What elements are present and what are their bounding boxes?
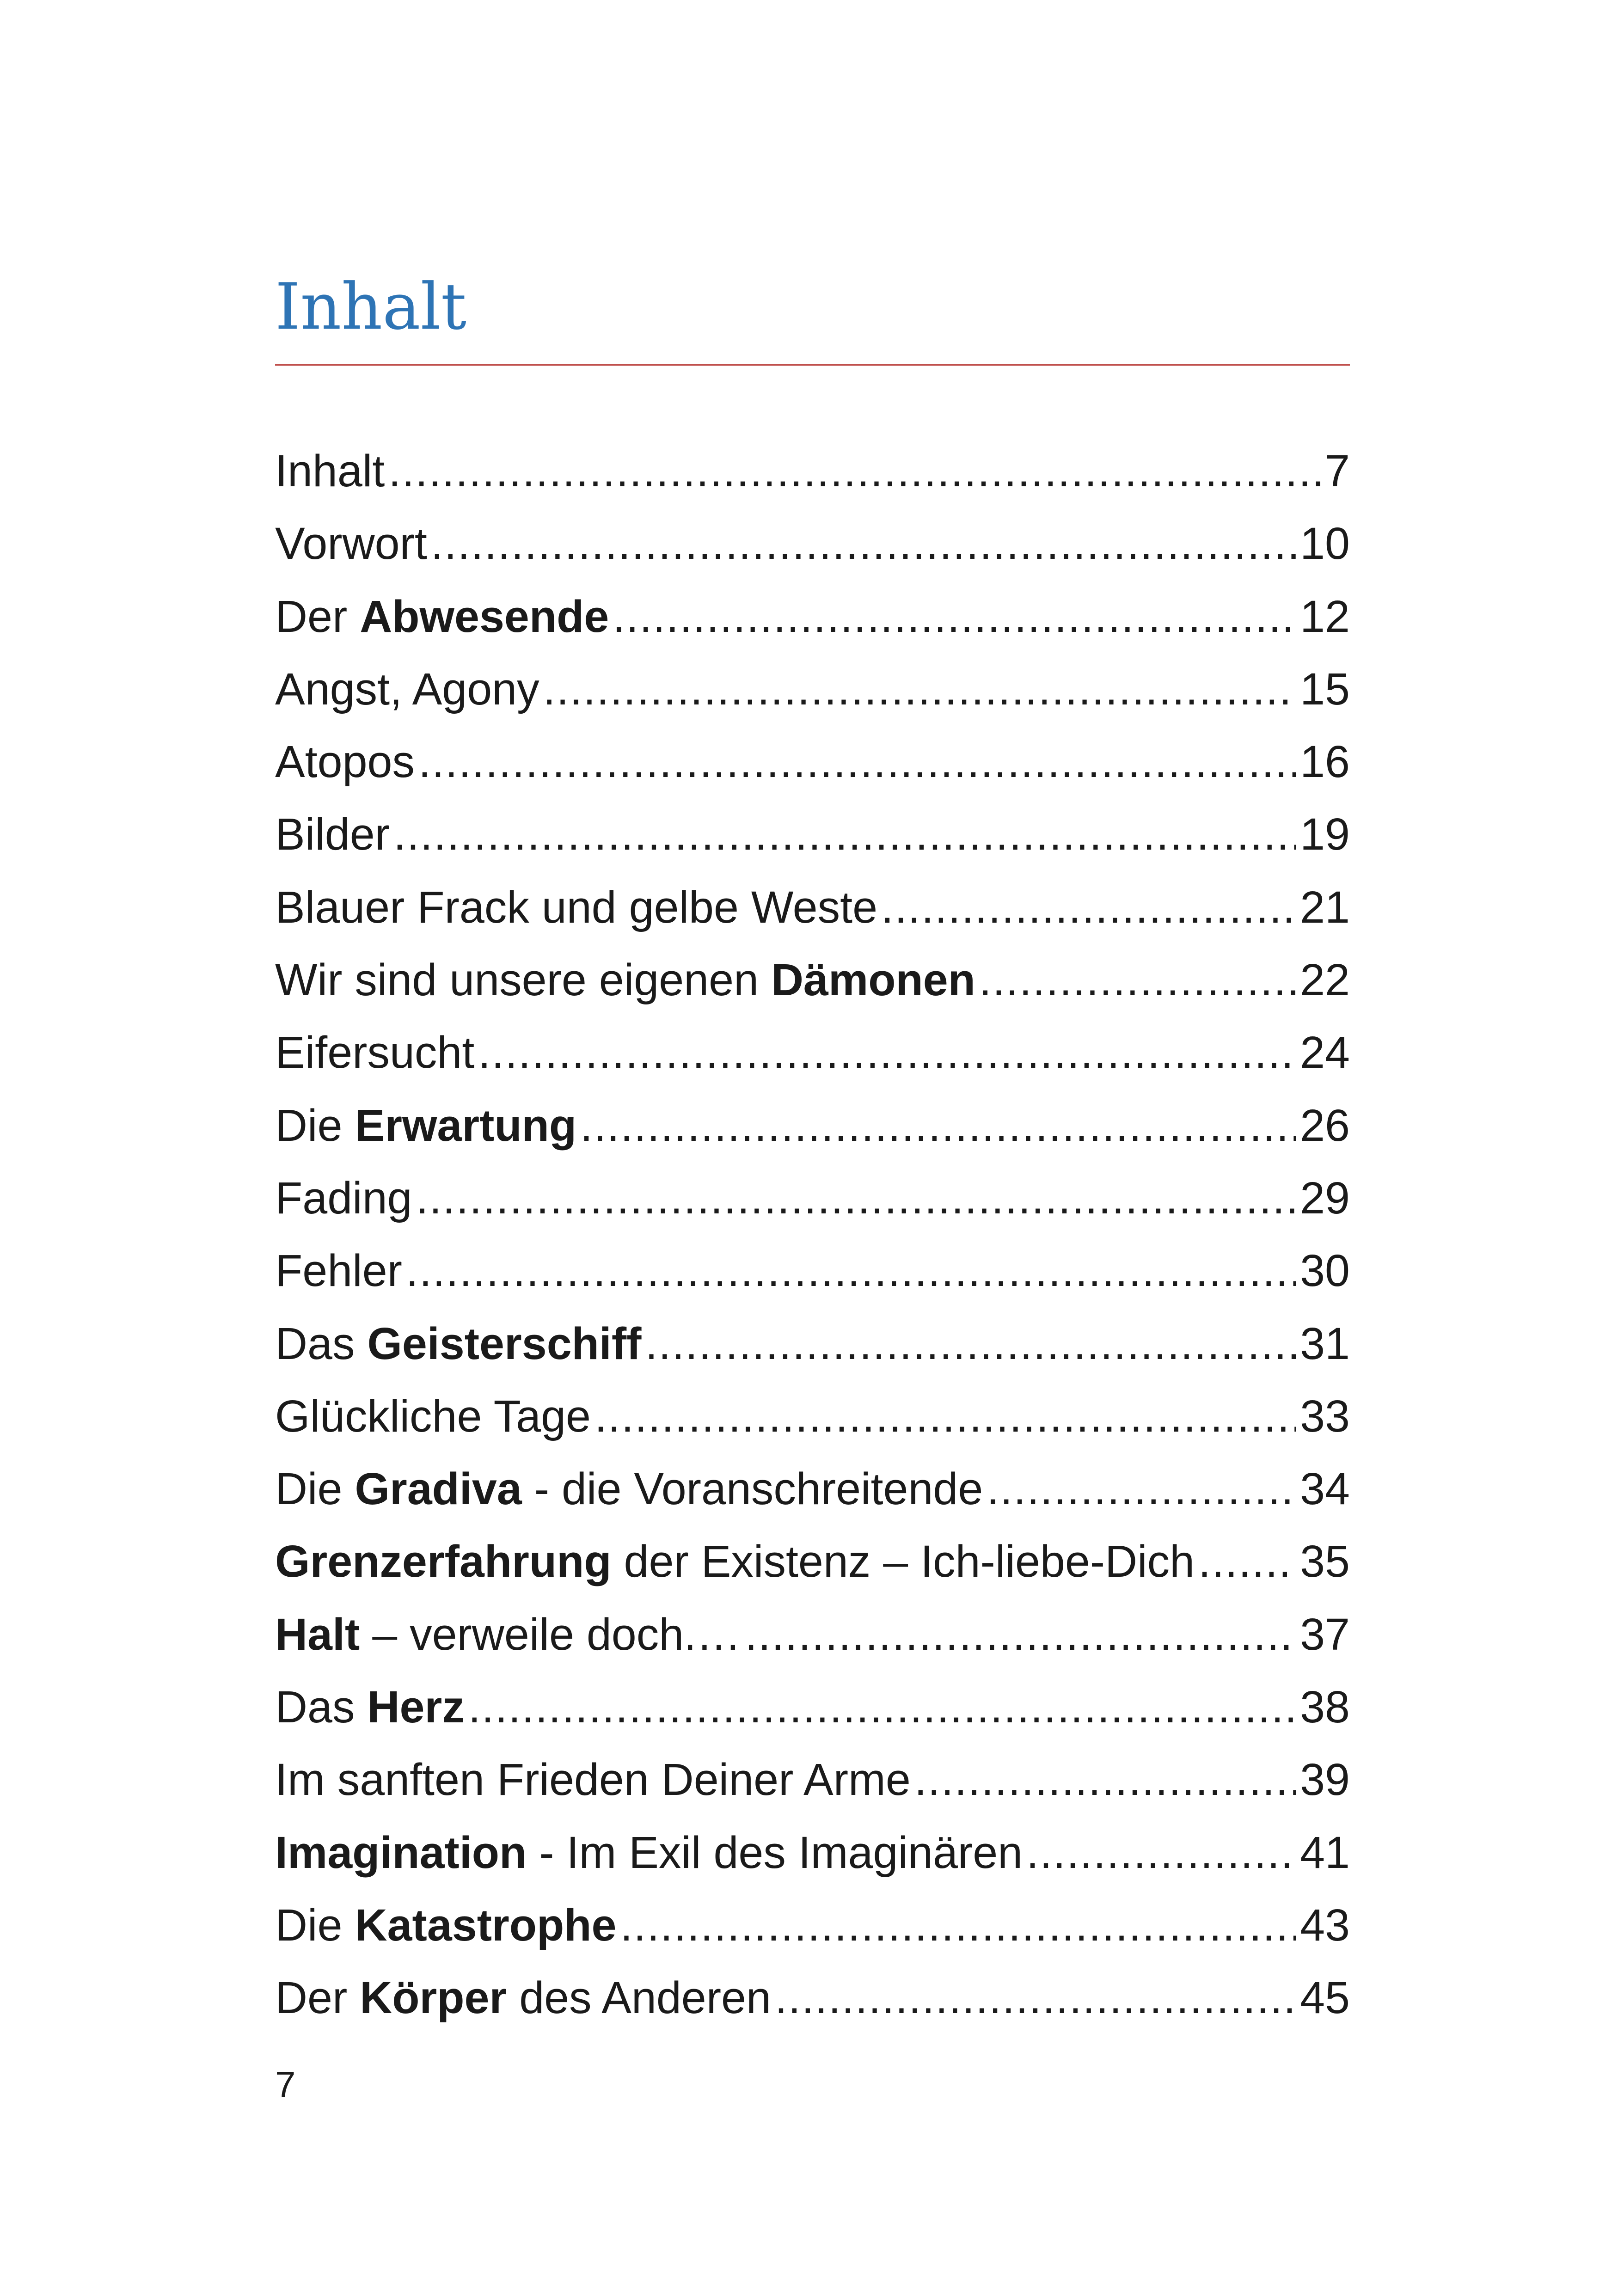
toc-page-number: 26: [1300, 1100, 1350, 1151]
toc-title-bold-segment: Grenzerfahrung: [275, 1536, 612, 1587]
toc-dot-leader: [775, 1961, 1296, 2034]
toc-entry[interactable]: [275, 725, 1350, 798]
toc-title-segment: Im sanften Frieden Deiner Arme: [275, 1754, 911, 1805]
toc-entry-title: [275, 871, 877, 943]
toc-dot-leader: [416, 1162, 1297, 1234]
toc-entry-title: [275, 1307, 641, 1380]
toc-page-number: 43: [1300, 1899, 1350, 1950]
page-title: Inhalt: [275, 269, 467, 344]
toc-title-segment: Eifersucht: [275, 1027, 475, 1078]
toc-entry[interactable]: [275, 1452, 1350, 1525]
toc-entry[interactable]: [275, 1380, 1350, 1452]
toc-dot-leader: [1026, 1816, 1296, 1889]
toc-title-segment: Die: [275, 1899, 355, 1950]
toc-entry-title: [275, 1961, 771, 2034]
toc-title-bold-segment: Halt: [275, 1609, 360, 1659]
toc-entry[interactable]: [275, 1016, 1350, 1089]
toc-page-number: 29: [1300, 1172, 1350, 1223]
toc-dot-leader: [406, 1234, 1296, 1307]
toc-page-number: 16: [1300, 736, 1350, 787]
toc-page-number: 12: [1300, 591, 1350, 642]
toc-dot-leader: [613, 580, 1296, 653]
toc-title-segment: Fehler: [275, 1245, 402, 1296]
toc-entry[interactable]: [275, 653, 1350, 725]
toc-entry[interactable]: [275, 1089, 1350, 1162]
toc-entry[interactable]: [275, 1307, 1350, 1380]
toc-entry-title: [275, 1016, 474, 1089]
toc-entry-title: [275, 1380, 591, 1452]
toc-title-bold-segment: Erwartung: [355, 1100, 577, 1151]
toc-dot-leader: [914, 1743, 1296, 1816]
toc-page-number: 7: [1325, 446, 1350, 496]
toc-page-number: 24: [1300, 1027, 1350, 1078]
toc-entry-title: [275, 1671, 465, 1743]
toc-title-segment: Angst, Agony: [275, 663, 539, 714]
toc-title-segment: – verweile doch.…: [360, 1609, 742, 1659]
toc-entry-title: [275, 1743, 911, 1816]
toc-title-segment: - die Voranschreitende: [521, 1463, 983, 1514]
toc-entry-title: [275, 435, 385, 507]
toc-entry-title: [275, 1525, 1195, 1598]
toc-dot-leader: [431, 507, 1296, 580]
toc-page-number: 15: [1300, 663, 1350, 714]
toc-entry-title: [275, 580, 609, 653]
toc-title-bold-segment: Körper: [360, 1972, 507, 2023]
toc-dot-leader: [645, 1307, 1296, 1380]
toc-page-number: 19: [1300, 809, 1350, 860]
toc-dot-leader: [881, 871, 1296, 943]
toc-entry[interactable]: [275, 1743, 1350, 1816]
toc-title-bold-segment: Katastrophe: [355, 1899, 617, 1950]
toc-entry[interactable]: [275, 1889, 1350, 1961]
toc-entry-title: [275, 1598, 741, 1671]
toc-title-bold-segment: Abwesende: [360, 591, 609, 642]
toc-title-bold-segment: Imagination: [275, 1827, 527, 1878]
toc-page-number: 41: [1300, 1827, 1350, 1878]
toc-dot-leader: [543, 653, 1296, 725]
toc-page-number: 21: [1300, 882, 1350, 932]
toc-title-segment: Blauer Frack und gelbe Weste: [275, 882, 878, 932]
toc-entry[interactable]: [275, 1598, 1350, 1671]
toc-entry-title: [275, 1816, 1023, 1889]
toc-entry-title: [275, 1234, 402, 1307]
toc-dot-leader: [393, 798, 1296, 870]
toc-dot-leader: [745, 1598, 1296, 1671]
toc-title-segment: Bilder: [275, 809, 390, 860]
toc-page-number: 30: [1300, 1245, 1350, 1296]
toc-title-segment: Das: [275, 1682, 368, 1733]
toc-dot-leader: [478, 1016, 1296, 1089]
toc-dot-leader: [594, 1380, 1296, 1452]
toc-entry[interactable]: [275, 871, 1350, 943]
toc-title-segment: Die: [275, 1100, 355, 1151]
table-of-contents: [275, 435, 1350, 2034]
toc-dot-leader: [418, 725, 1296, 798]
toc-title-segment: des Anderen: [507, 1972, 771, 2023]
toc-dot-leader: [388, 435, 1321, 507]
toc-entry[interactable]: [275, 1234, 1350, 1307]
toc-entry[interactable]: [275, 435, 1350, 507]
toc-entry-title: [275, 1889, 616, 1961]
toc-entry-title: [275, 507, 427, 580]
toc-entry-title: [275, 943, 975, 1016]
toc-page-number: 22: [1300, 955, 1350, 1005]
toc-title-segment: Wir sind unsere eigenen: [275, 955, 771, 1005]
toc-dot-leader: [979, 943, 1296, 1016]
toc-entry[interactable]: [275, 1525, 1350, 1598]
toc-entry-title: [275, 653, 539, 725]
toc-title-segment: Glückliche Tage: [275, 1390, 591, 1441]
toc-entry-title: [275, 798, 390, 870]
toc-dot-leader: [1198, 1525, 1296, 1598]
toc-page-number: 33: [1300, 1390, 1350, 1441]
toc-title-bold-segment: Geisterschiff: [367, 1318, 642, 1369]
toc-title-segment: der Existenz – Ich-liebe-Dich: [611, 1536, 1195, 1587]
toc-entry[interactable]: [275, 943, 1350, 1016]
toc-entry[interactable]: [275, 507, 1350, 580]
toc-entry-title: [275, 725, 415, 798]
toc-title-segment: Der: [275, 1972, 360, 2023]
toc-title-bold-segment: Herz: [367, 1682, 465, 1733]
toc-page-number: 45: [1300, 1972, 1350, 2023]
toc-entry[interactable]: [275, 1961, 1350, 2034]
toc-dot-leader: [468, 1671, 1296, 1743]
toc-entry[interactable]: [275, 1671, 1350, 1743]
toc-title-segment: Die: [275, 1463, 355, 1514]
toc-page-number: 39: [1300, 1754, 1350, 1805]
toc-entry[interactable]: [275, 580, 1350, 653]
toc-title-segment: - Im Exil des Imaginären: [527, 1827, 1023, 1878]
toc-dot-leader: [620, 1889, 1296, 1961]
toc-page-number: 37: [1300, 1609, 1350, 1659]
toc-title-segment: Atopos: [275, 736, 415, 787]
toc-title-bold-segment: Dämonen: [771, 955, 975, 1005]
heading-underline-rule: [275, 364, 1350, 366]
toc-page-number: 35: [1300, 1536, 1350, 1587]
toc-dot-leader: [987, 1452, 1296, 1525]
toc-entry[interactable]: [275, 1162, 1350, 1234]
toc-title-segment: Inhalt: [275, 446, 385, 496]
toc-title-bold-segment: Gradiva: [355, 1463, 522, 1514]
toc-entry[interactable]: [275, 1816, 1350, 1889]
toc-page-number: 38: [1300, 1682, 1350, 1733]
toc-dot-leader: [580, 1089, 1296, 1162]
toc-entry-title: [275, 1452, 983, 1525]
toc-title-segment: Der: [275, 591, 360, 642]
toc-title-segment: Fading: [275, 1172, 412, 1223]
page-number: 7: [275, 2064, 296, 2105]
toc-page-number: 31: [1300, 1318, 1350, 1369]
toc-page-number: 34: [1300, 1463, 1350, 1514]
toc-entry-title: [275, 1089, 576, 1162]
toc-title-segment: Das: [275, 1318, 368, 1369]
toc-title-segment: Vorwort: [275, 518, 427, 569]
toc-page-number: 10: [1300, 518, 1350, 569]
toc-entry-title: [275, 1162, 412, 1234]
toc-entry[interactable]: [275, 798, 1350, 870]
